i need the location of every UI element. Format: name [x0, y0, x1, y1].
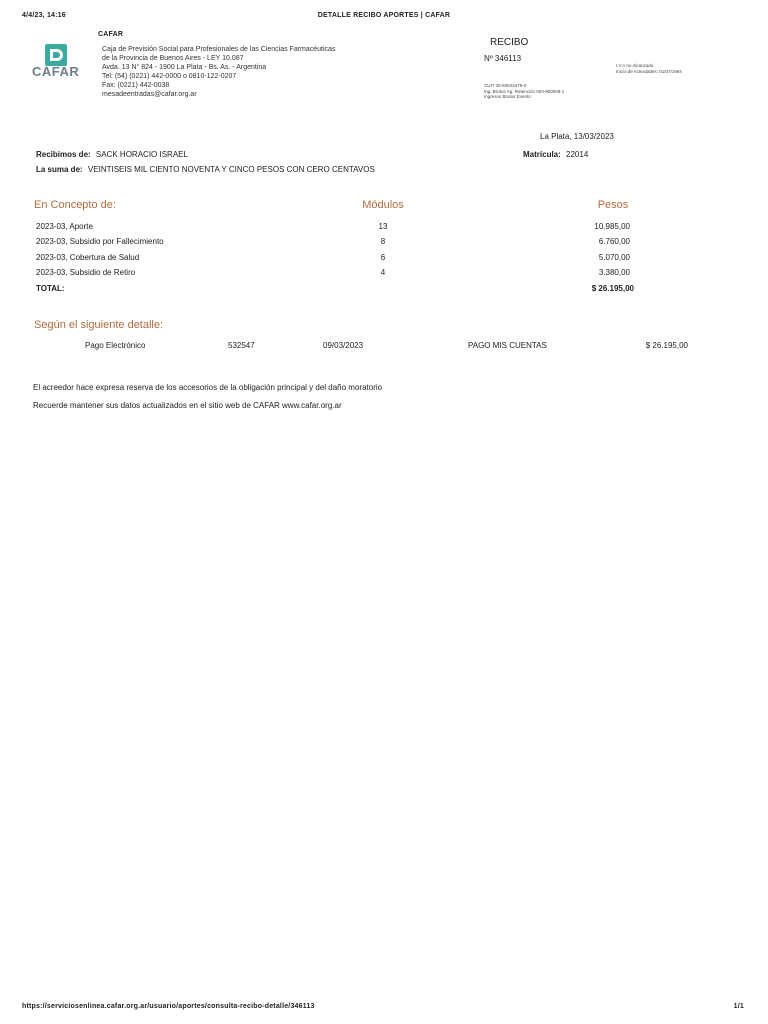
tax-info — [484, 83, 604, 100]
org-line: Caja de Previsión Social para Profesionales de las Ciencias Farmacéuticas — [102, 46, 336, 53]
modules-row-0: 13 — [378, 222, 388, 231]
pesos-row-1: 6.760,00 — [598, 237, 630, 246]
brand-name: CAFAR — [98, 31, 124, 38]
total-label: TOTAL: — [36, 284, 65, 293]
payment-method: Pago Electrónico — [85, 341, 146, 350]
logo-text: CAFAR — [32, 64, 80, 79]
amount-label: La suma de: — [36, 165, 83, 174]
pesos-row-0: 10.985,00 — [594, 222, 630, 231]
total-value: $ 26.195,00 — [591, 284, 634, 293]
org-info — [102, 45, 362, 99]
print-page-count: 1/1 — [733, 1003, 744, 1010]
tax-line: Ing. Brutos Ag. Retención 003-900009-1 — [484, 88, 565, 94]
org-email: mesadeentradas@cafar.org.ar — [102, 91, 197, 98]
modules-row-1: 8 — [380, 237, 386, 246]
received-from-value: SACK HORACIO ISRAEL — [95, 150, 188, 159]
payment-channel: PAGO MIS CUENTAS — [468, 341, 547, 350]
iva-line: I.V.A no Alcanzado — [616, 63, 654, 68]
concept-row-2: 2023-03, Cobertura de Salud — [36, 253, 140, 262]
iva-info — [616, 63, 716, 74]
modules-row-3: 4 — [380, 268, 386, 277]
iva-line: Inicio de Actividades: 01/07/1984 — [616, 68, 682, 74]
pesos-row-2: 5.070,00 — [598, 253, 630, 262]
matricula-row — [523, 150, 588, 159]
note-reserve: El acreedor hace expresa reserva de los accesorios de la obligación principal y del daño moratorio — [33, 383, 383, 392]
tax-line: Ingresos Brutos Exento — [484, 94, 531, 99]
receipt-number: Nº 346113 — [484, 54, 522, 63]
concept-row-3: 2023-03, Subsidio de Retiro — [36, 268, 136, 277]
org-line: Fax: (0221) 442-0038 — [102, 82, 170, 89]
payment-amount: $ 26.195,00 — [645, 341, 688, 350]
org-line: Avda. 13 N° 824 - 1900 La Plata - Bs. As. - Argentina — [102, 64, 267, 71]
col-modules-header: Módulos — [362, 199, 404, 211]
print-url: https://serviciosenlinea.cafar.org.ar/usuario/aportes/consulta-recibo-detalle/346113 — [22, 1003, 315, 1010]
print-datetime: 4/4/23, 14:16 — [22, 12, 66, 19]
note-update-data: Recuerde mantener sus datos actualizados en el sitio web de CAFAR www.cafar.org.ar — [33, 401, 342, 410]
payment-operation: 532547 — [228, 341, 255, 350]
detail-title: Según el siguiente detalle: — [34, 319, 164, 331]
matricula-value: 22014 — [566, 150, 589, 159]
amount-words: VEINTISEIS MIL CIENTO NOVENTA Y CINCO PESOS CON CERO CENTAVOS — [87, 165, 375, 174]
received-from-row — [36, 150, 188, 159]
received-from-label: Recibimos de: — [36, 150, 91, 159]
concept-row-0: 2023-03, Aporte — [36, 222, 93, 231]
concepts-title: En Concepto de: — [34, 199, 116, 211]
col-pesos-header: Pesos — [597, 199, 629, 211]
receipt-label: RECIBO — [490, 37, 529, 48]
tax-line: CUIT 30-60523479-0 — [484, 83, 527, 88]
pesos-row-3: 3.380,00 — [598, 268, 630, 277]
concept-row-1: 2023-03, Subsidio por Fallecimiento — [36, 237, 164, 246]
place-date: La Plata, 13/03/2023 — [540, 132, 614, 141]
print-page-title: DETALLE RECIBO APORTES | CAFAR — [317, 12, 451, 19]
payment-date: 09/03/2023 — [323, 341, 364, 350]
org-line: de la Provincia de Buenos Aires - LEY 10.087 — [102, 55, 244, 62]
amount-row — [36, 165, 375, 174]
org-line: Tel: (54) (0221) 442-0000 o 0810-122-0207 — [102, 73, 237, 80]
modules-row-2: 6 — [380, 253, 386, 262]
matricula-label: Matrícula: — [523, 150, 561, 159]
